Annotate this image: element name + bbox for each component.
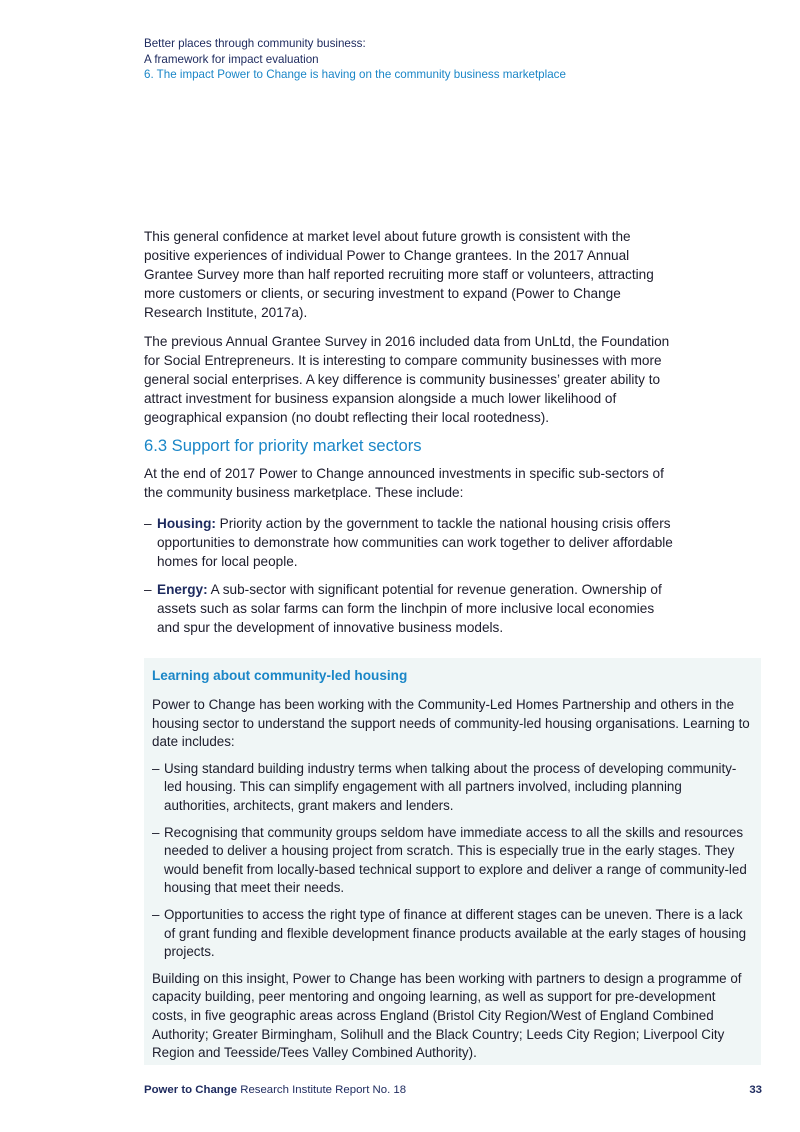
bullet-dash: – [152, 906, 160, 922]
running-header [144, 36, 704, 83]
box-item-text: Opportunities to access the right type of finance at different stages can be uneven. There is a lack of grant funding and flexible development finance products available at the early stages of housing projects. [164, 906, 747, 960]
box-list-item [152, 824, 751, 898]
header-report-subtitle: A framework for impact evaluation [144, 52, 319, 66]
header-report-title: Better places through community business: [144, 37, 366, 50]
bullet-dash: – [152, 760, 160, 776]
box-title: Learning about community-led housing [152, 668, 408, 683]
box-item-text: Using standard building industry terms when talking about the process of developing community-led housing. This can simplify engagement with all partners involved, including planning authorities, architects, grant makers and lenders. [164, 760, 737, 813]
bullet-dash: – [144, 516, 152, 531]
case-study-box [144, 658, 761, 1065]
body-paragraph-1: This general confidence at market level about future growth is consistent with the positive experiences of individual Power to Change grantees. In the 2017 Annual Grantee Survey more than half reported recruiting more staff or volunteers, attracting more customers or clients, or securing investment to expand (Power to Change Research Institute, 2017a). [144, 229, 654, 320]
section-heading: 6.3 Support for priority market sectors [144, 436, 422, 455]
sector-bullet-list [144, 514, 674, 637]
box-list-item [152, 906, 751, 962]
bullet-text: Priority action by the government to tackle the national housing crisis offers opportunities to demonstrate how communities can work together to deliver affordable homes for local people. [157, 516, 673, 569]
bullet-energy [144, 580, 674, 637]
page-number: 33 [749, 1084, 762, 1096]
running-footer [144, 1083, 762, 1097]
bullet-term: Energy: [157, 582, 208, 597]
bullet-dash: – [144, 582, 152, 597]
bullet-housing [144, 514, 674, 571]
box-list-item [152, 760, 751, 816]
footer-report-label: Research Institute Report No. 18 [237, 1084, 407, 1096]
box-item-text: Recognising that community groups seldom have immediate access to all the skills and resources needed to deliver a housing project from scratch. This is especially true in the early stages. They would benefit from locally-based technical support to explore and deliver a range of community-led housing that meet their needs. [164, 824, 747, 896]
bullet-text: A sub-sector with significant potential for revenue generation. Ownership of assets such as solar farms can form the linchpin of more inclusive local economies and spur the development of innovative business models. [157, 582, 662, 635]
header-chapter-title: 6. The impact Power to Change is having on the community business marketplace [144, 68, 566, 81]
body-paragraph-3: At the end of 2017 Power to Change announced investments in specific sub-sectors of the community business marketplace. These include: [144, 466, 664, 500]
main-body [144, 227, 674, 646]
box-intro: Power to Change has been working with the Community-Led Homes Partnership and others in the housing sector to understand the support needs of community-led housing organisations. Learning to date includes: [152, 697, 750, 750]
footer-brand: Power to Change [144, 1084, 238, 1096]
box-closing: Building on this insight, Power to Change has been working with partners to design a programme of capacity building, peer mentoring and ongoing learning, as well as support for pre-development costs, in five geographic areas across England (Bristol City Region/West of England Combined Authority; Greater Birmingham, Solihull and the Black Country; Leeds City Region; Liverpool City Region and Teesside/Tees Valley Combined Authority). [152, 970, 742, 1061]
body-paragraph-2: The previous Annual Grantee Survey in 2016 included data from UnLtd, the Foundation for Social Entrepreneurs. It is interesting to compare community businesses with more general social enterprises. A key difference is community businesses’ greater ability to attract investment for business expansion alongside a much lower likelihood of geographical expansion (no doubt reflecting their local rootedness). [144, 334, 670, 425]
bullet-term: Housing: [157, 516, 216, 531]
box-learning-list [152, 760, 751, 962]
bullet-dash: – [152, 824, 160, 840]
